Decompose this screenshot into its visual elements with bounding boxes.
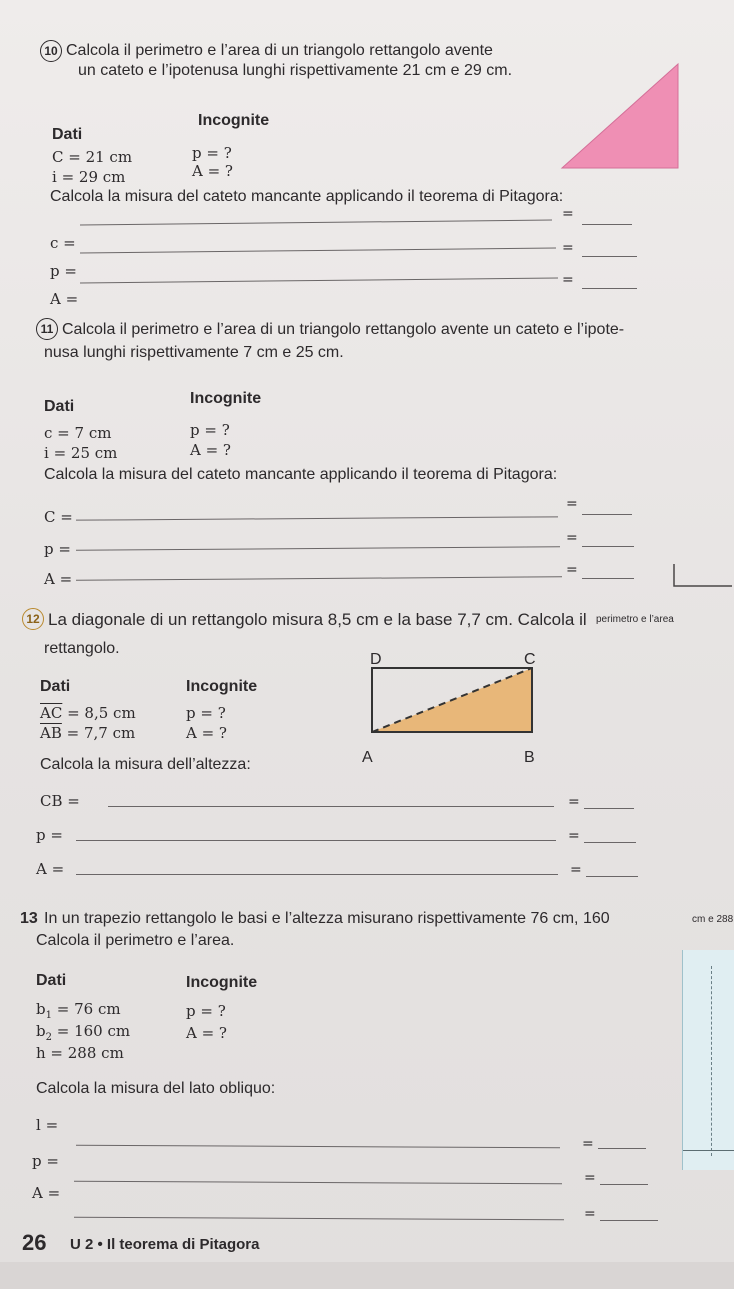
exercise-10 [40, 40, 62, 62]
instruction: Calcola la misura dell’altezza: [40, 756, 251, 773]
partial-figure [670, 560, 734, 590]
rectangle-figure [362, 646, 552, 768]
unknown-area: A = ? [186, 724, 227, 742]
equals-sign: = [568, 828, 580, 844]
footer-band [0, 1262, 734, 1289]
exercise-11: 11 [36, 318, 58, 340]
data-heading: Dati [40, 678, 71, 695]
answer-label-l: l = [36, 1116, 59, 1134]
instruction: Calcola la misura del cateto mancante applicando il teorema di Pitagora: [44, 466, 558, 483]
given-diagonal: $\overline{AC} = 8,5$ cm [40, 704, 136, 722]
given-height: h = 288 cm [36, 1044, 124, 1062]
equals-sign: = [562, 240, 574, 256]
given-base: $\overline{AB} = 7,7$ cm [40, 724, 136, 742]
instruction: Calcola la misura del lato obliquo: [36, 1080, 276, 1097]
exercise-13-text-tail: cm e 288 [692, 914, 734, 925]
unit-label: U 2 • Il teorema di Pitagora [70, 1236, 260, 1253]
given-cathetus: C = 21 cm [52, 148, 133, 166]
equals-sign: = [584, 1206, 596, 1222]
data-heading: Dati [36, 972, 67, 989]
unknown-perimeter: p = ? [186, 1002, 226, 1020]
given-hypotenuse: i = 25 cm [44, 444, 118, 462]
unknown-perimeter: p = ? [190, 421, 230, 439]
triangle-shape [562, 64, 678, 168]
trapezoid-figure [682, 950, 734, 1170]
equals-sign: = [566, 562, 578, 578]
unknowns-heading: Incognite [198, 112, 270, 129]
exercise-13-text-line2: Calcola il perimetro e l’area. [36, 932, 235, 949]
unknown-perimeter: p = ? [186, 704, 226, 722]
exercise-11-text-line1: Calcola il perimetro e l’area di un triangolo rettangolo avente un cateto e l’ipote- [62, 321, 625, 338]
page-number: 26 [22, 1230, 47, 1255]
vertex-B: B [524, 749, 535, 766]
equals-sign: = [570, 862, 582, 878]
exercise-12-text-tail: perimetro e l’area [596, 614, 674, 625]
given-cathetus: c = 7 cm [44, 424, 112, 442]
answer-label-A: A = [44, 570, 73, 588]
data-heading: Dati [52, 126, 83, 143]
equals-sign: = [566, 530, 578, 546]
answer-label-CB: CB = [40, 792, 80, 810]
exercise-11-text-line2: nusa lunghi rispettivamente 7 cm e 25 cm. [44, 344, 344, 361]
instruction: Calcola la misura del cateto mancante applicando il teorema di Pitagora: [50, 188, 564, 205]
equals-sign: = [562, 272, 574, 288]
exercise-12-text-line1: La diagonale di un rettangolo misura 8,5 cm e la base 7,7 cm. Calcola il [48, 610, 587, 629]
equals-sign: = [582, 1136, 594, 1152]
answer-label-p: p = [32, 1152, 59, 1170]
right-triangle-figure [560, 62, 680, 172]
equals-sign: = [562, 206, 574, 222]
answer-label-A: A = [50, 290, 79, 308]
exercise-12: 12 [22, 608, 44, 630]
unknowns-heading: Incognite [190, 390, 262, 407]
equals-sign: = [584, 1170, 596, 1186]
unknown-area: A = ? [186, 1024, 227, 1042]
exercise-13-text-line1: In un trapezio rettangolo le basi e l’altezza misurano rispettivamente 76 cm, 160 [44, 910, 610, 927]
exercise-10-text-line1: Calcola il perimetro e l’area di un triangolo rettangolo avente [66, 42, 493, 59]
vertex-C: C [524, 651, 536, 668]
answer-label-p: p = [36, 826, 63, 844]
exercise-12-text-line2: rettangolo. [44, 640, 120, 657]
answer-label-A: A = [32, 1184, 61, 1202]
answer-label-A: A = [36, 860, 65, 878]
data-heading: Dati [44, 398, 75, 415]
unknown-area: A = ? [190, 441, 231, 459]
equals-sign: = [568, 794, 580, 810]
answer-label-p: p = [44, 540, 71, 558]
unknown-area: A = ? [192, 162, 233, 180]
exercise-10-text-line2: un cateto e l’ipotenusa lunghi rispettivamente 21 cm e 29 cm. [78, 62, 513, 79]
answer-label-c: c = [50, 234, 76, 252]
exercise-13-number: 13 [20, 910, 38, 927]
unknowns-heading: Incognite [186, 974, 258, 991]
answer-label-p: p = [50, 262, 77, 280]
equals-sign: = [566, 496, 578, 512]
given-base-1: $b_1 = 76$ cm [36, 1000, 121, 1021]
unknowns-heading: Incognite [186, 678, 258, 695]
answer-label-c: C = [44, 508, 73, 526]
given-base-2: $b_2 = 160$ cm [36, 1022, 131, 1043]
vertex-A: A [362, 749, 373, 766]
exercise-number: 10 [40, 40, 62, 62]
unknown-perimeter: p = ? [192, 144, 232, 162]
given-hypotenuse: i = 29 cm [52, 168, 126, 186]
vertex-D: D [370, 651, 382, 668]
